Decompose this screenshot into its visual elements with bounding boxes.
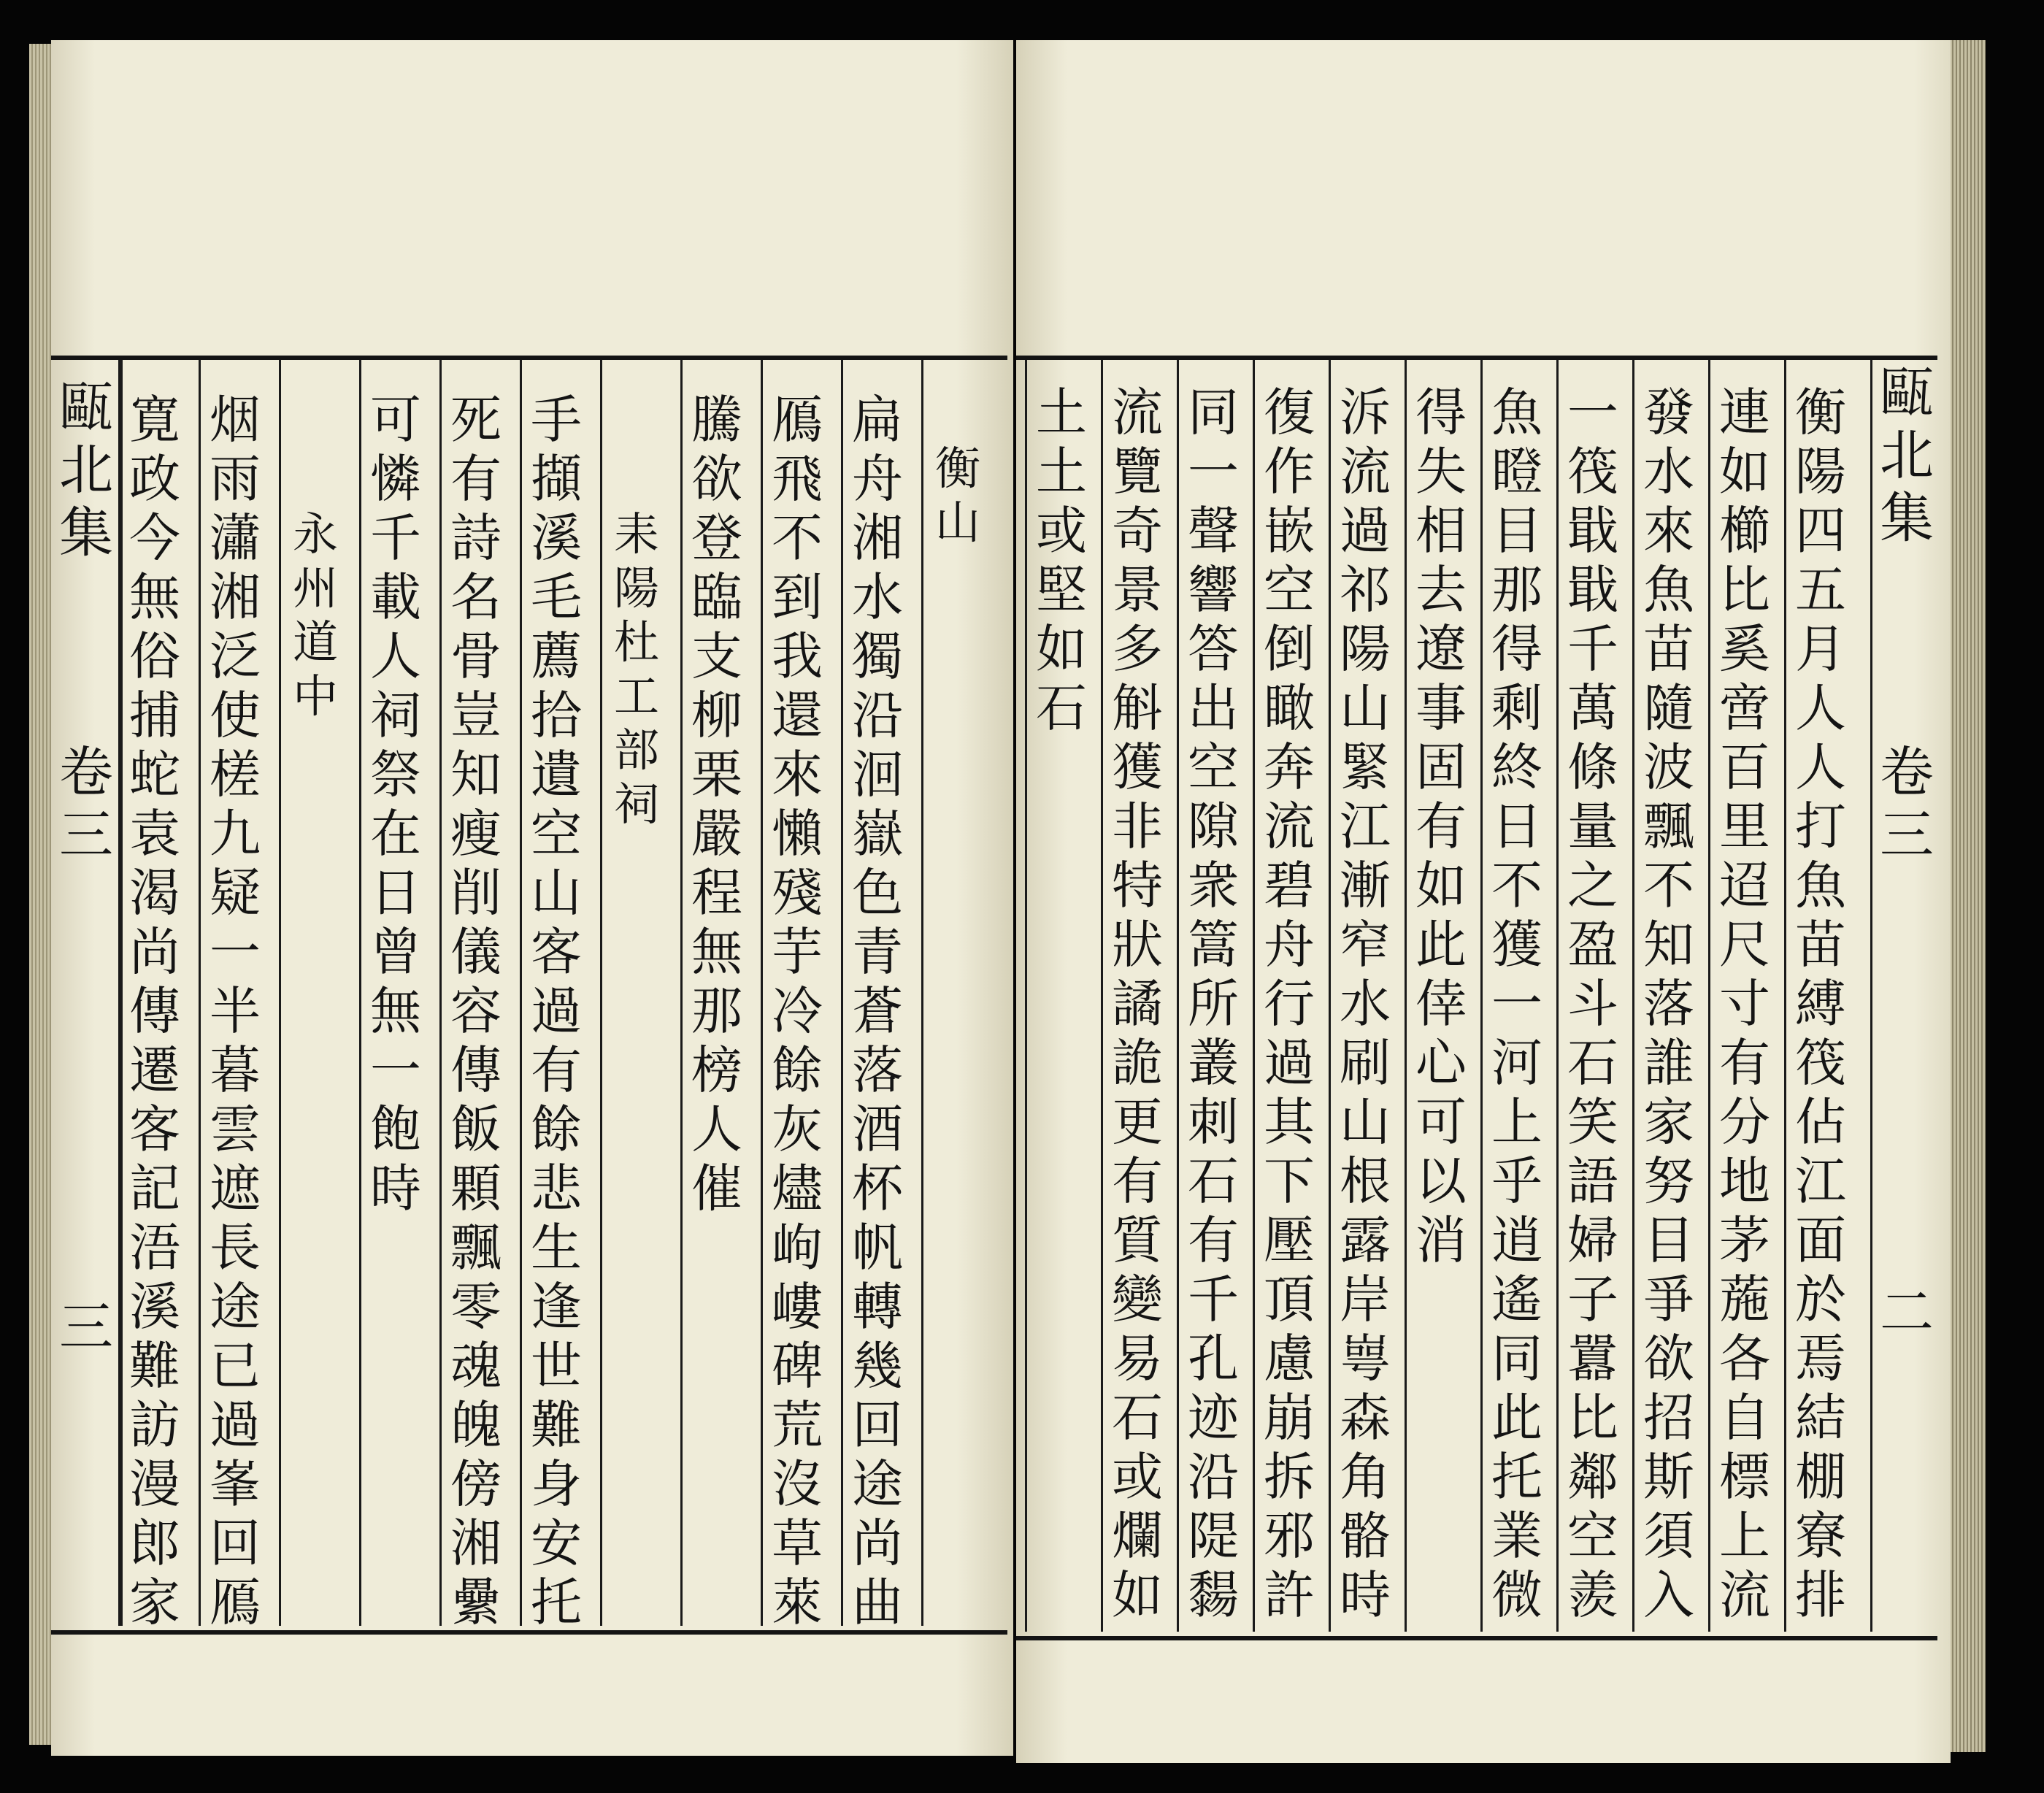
right-text-column: 連如櫛比奚啻百里迢尺寸有分地茅葹各自標上流 [1719,383,1770,1625]
right-margin-title: 甌北集 [1880,361,1934,550]
left-page-edge [29,44,54,1745]
left-poem-title: 耒陽杜工部祠 [613,507,659,831]
left-text-column: 死有詩名骨豈知瘦削儀容傳飯顆飄零魂魄傍湘纍 [450,390,502,1632]
column-rule [1632,360,1634,1632]
left-margin-title: 甌北集 [59,376,113,564]
column-rule [199,360,201,1626]
right-text-column: 泝流過祁陽山緊江漸窄水刷山根露岸㟧森角骼時 [1340,383,1391,1625]
column-rule [1708,360,1710,1632]
column-rule [359,360,361,1626]
right-page [1016,40,1951,1763]
right-text-column: 發水來魚苗隨波飄不知落誰家努目爭欲招斯須入 [1643,383,1694,1625]
column-rule [600,360,602,1626]
left-text-column: 寛政今無俗捕蛇袁渴尚傳遷客記浯溪難訪漫郎家 [129,390,180,1632]
column-rule [520,360,522,1626]
right-juan-label: 卷三 [1880,741,1934,867]
left-text-column: 扁舟湘水獨沿洄嶽色青蒼落酒杯帆轉幾回途尚曲 [852,390,903,1632]
left-poem-title: 衡山 [934,442,980,549]
right-page-edge [1946,40,1986,1752]
column-rule [1405,360,1407,1632]
left-poem-title: 永州道中 [292,507,338,723]
column-rule [1253,360,1255,1632]
column-rule [120,360,123,1626]
right-text-column: 土土或堅如石 [1036,383,1087,738]
left-page [51,40,1013,1756]
right-text-column: 衡陽四五月人人打魚苗縛筏佔江面於焉結棚寮排 [1795,383,1846,1625]
column-rule [921,360,923,1626]
column-rule [680,360,683,1626]
right-text-column: 魚瞪目那得剩終日不獲一河上乎逍遙同此托業微 [1491,383,1542,1625]
column-rule [841,360,843,1626]
left-text-column: 鴈飛不到我還來懶殘芋冷餘灰燼岣嶁碑荒沒草萊 [772,390,823,1632]
column-rule [1556,360,1559,1632]
right-folio-number: 二 [1880,1281,1934,1344]
left-text-column: 騰欲登臨支柳栗嚴程無那榜人催 [691,390,742,1218]
column-rule [1177,360,1179,1632]
column-rule [439,360,442,1626]
column-rule [1480,360,1483,1632]
left-text-column: 可憐千載人祠祭在日曾無一飽時 [370,390,421,1218]
left-juan-label: 卷三 [59,741,113,867]
left-text-column: 手擷溪毛薦拾遺空山客過有餘悲生逢世難身安托 [531,390,582,1632]
column-rule [761,360,763,1626]
right-text-column: 流覽奇景多斛獲非特狀譎詭更有質變易石或爛如 [1112,383,1163,1625]
column-rule [1025,360,1027,1632]
column-rule [1329,360,1331,1632]
right-text-column: 得失相去遼事固有如此倖心可以消 [1415,383,1467,1270]
right-text-column: 復作嵌空倒瞰奔流碧舟行過其下壓頂慮崩拆邪許 [1264,383,1315,1625]
left-text-column: 烟雨瀟湘泛使槎九疑一半暮雲遮長途已過峯回鴈 [210,390,261,1632]
left-folio-number: 三 [59,1296,113,1359]
column-rule [1870,360,1872,1632]
right-text-column: 一筏戢戢千萬條量之盈斗石笑語婦子囂比鄰空羨 [1567,383,1618,1625]
column-rule [1101,360,1103,1632]
right-text-column: 同一聲響答出空隙衆篙所叢刺石有千孔迹沿隄䵘 [1188,383,1239,1625]
column-rule [279,360,281,1626]
column-rule [118,360,120,1626]
column-rule [1784,360,1786,1632]
